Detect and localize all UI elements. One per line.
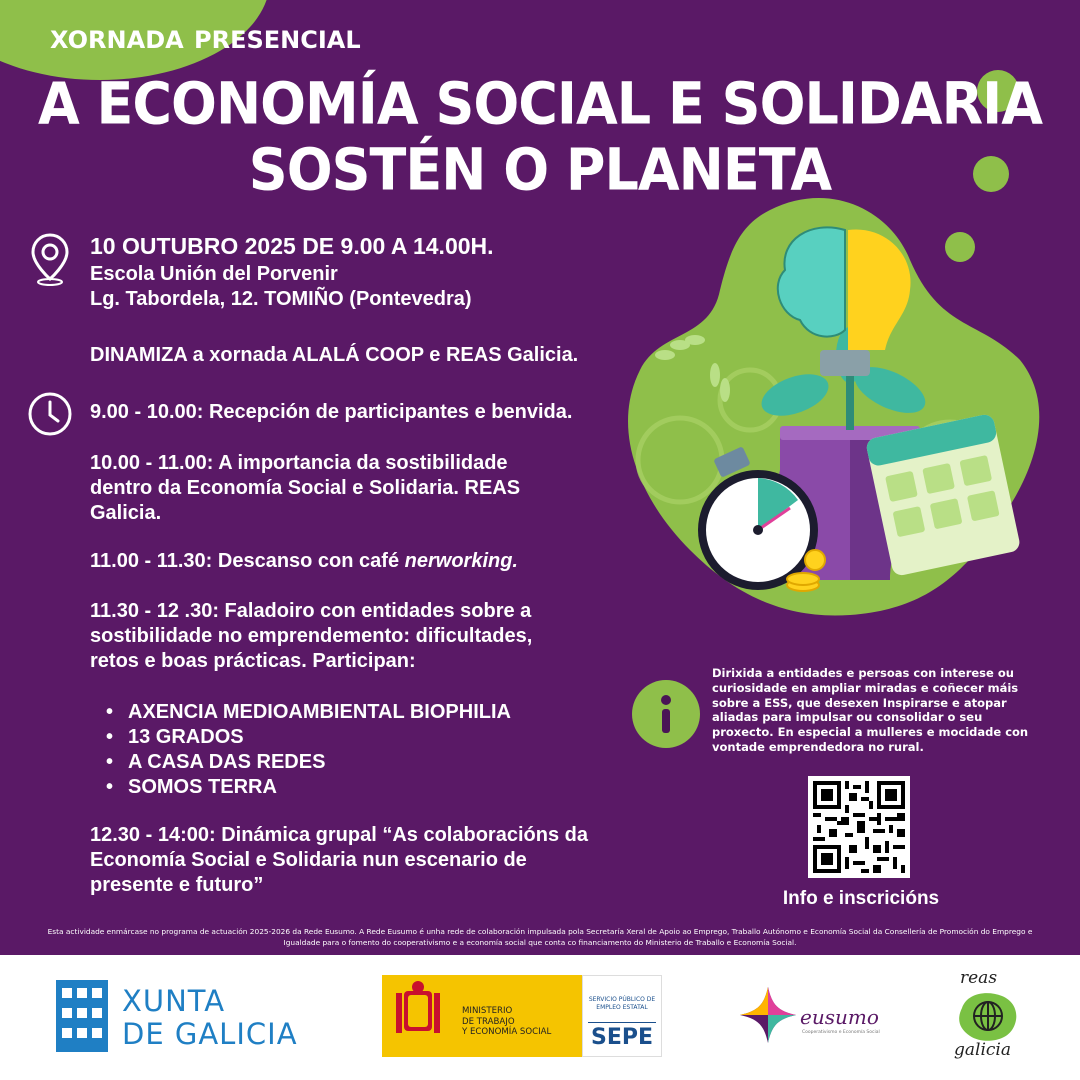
event-venue: Escola Unión del Porvenir xyxy=(90,263,338,285)
eusumo-subtitle: Cooperativismo e Economía Social xyxy=(802,1030,880,1035)
xunta-line2: DE GALICIA xyxy=(122,1017,298,1051)
event-organizers: DINAMIZA a xornada ALALÁ COOP e REAS Galicia. xyxy=(90,344,579,366)
program-item-workshop: 12.30 - 14:00: Dinámica grupal “As colaboracións da Economía Social e Solidaria nun escenario de presente e futuro” xyxy=(90,824,588,896)
ministry-line1: MINISTERIO xyxy=(462,1006,513,1016)
list-item: • 13 GRADOS xyxy=(106,725,511,750)
reas-galicia-globe-icon xyxy=(952,988,1022,1044)
ministry-line3: Y ECONOMÍA SOCIAL xyxy=(462,1027,552,1037)
event-date-time: 10 OUTUBRO 2025 DE 9.00 A 14.00H. xyxy=(90,233,494,259)
xunta-shield-icon xyxy=(56,980,108,1052)
program-item-break-text: 11.00 - 11.30: Descanso con café xyxy=(90,550,405,572)
page-title-line1: A ECONOMÍA SOCIAL E SOLIDARIA xyxy=(37,69,1043,138)
xunta-logo-text xyxy=(122,985,298,1051)
program-item-reception: 9.00 - 10.00: Recepción de participantes e benvida. xyxy=(90,401,573,423)
location-pin-icon xyxy=(30,232,70,286)
audience-description: Dirixida a entidades e persoas con interese ou curiosidade en ampliar miradas e coñecer máis sobre a ESS, que desexen Inspirarse e atopar aliadas para impulsar ou consolidar o seu proxecto. En especial a mulleres e mocidade con vontade emprendedora no rural. xyxy=(712,666,1029,754)
participants-list xyxy=(106,700,511,800)
list-item: • SOMOS TERRA xyxy=(106,775,511,800)
program-item-break xyxy=(90,549,610,574)
sepe-subtitle: SERVICIO PÚBLICO DE EMPLEO ESTATAL xyxy=(588,996,656,1011)
clock-icon xyxy=(26,390,74,438)
event-format-tag: PRESENCIAL xyxy=(194,26,361,54)
ministry-text xyxy=(462,1006,551,1038)
info-icon xyxy=(632,680,700,748)
eusumo-logo-text: eusumo xyxy=(800,1005,879,1029)
list-item: • A CASA DAS REDES xyxy=(106,750,511,775)
sepe-name: SEPE xyxy=(588,1022,656,1050)
event-address: Lg. Tabordela, 12. TOMIÑO (Pontevedra) xyxy=(90,288,472,310)
reas-logo-bottom-text: galicia xyxy=(954,1040,1011,1060)
event-type-tag: XORNADA xyxy=(50,26,184,54)
ministry-line2: DE TRABAJO xyxy=(462,1016,515,1027)
list-item: • AXENCIA MEDIOAMBIENTAL BIOPHILIA xyxy=(106,700,511,725)
program-item-talk: 10.00 - 11.00: A importancia da sostibilidade dentro da Economía Social e Solidaria. REAS Galicia. xyxy=(90,452,521,524)
eusumo-star-icon xyxy=(738,985,798,1045)
program-item-panel: 11.30 - 12 .30: Faladoiro con entidades sobre a sostibilidade no emprendemento: dificultades, retos e boas prácticas. Participan: xyxy=(90,600,533,672)
qr-label: Info e inscricións xyxy=(782,888,940,909)
page-title-line2: SOSTÉN O PLANETA xyxy=(248,135,832,204)
funding-footnote: Esta actividade enmárcase no programa de actuación 2025-2026 da Rede Eusumo. A Rede Eusumo é unha rede de colaboración impulsada pola Secretaría Xeral de Apoio ao Emprego, Traballo Autónomo e Economía Social da Consellería de Promoción do Emprego e Igualdade para o fomento do cooperativismo e a economía social que conta co financiamento do Ministerio de Traballo e Economía Social. xyxy=(47,927,1033,947)
program-item-break-italic: nerworking. xyxy=(404,550,518,572)
qr-code[interactable] xyxy=(808,776,910,878)
illustration xyxy=(620,190,1060,630)
reas-logo-top-text: reas xyxy=(960,968,998,988)
xunta-line1: XUNTA xyxy=(122,984,226,1018)
